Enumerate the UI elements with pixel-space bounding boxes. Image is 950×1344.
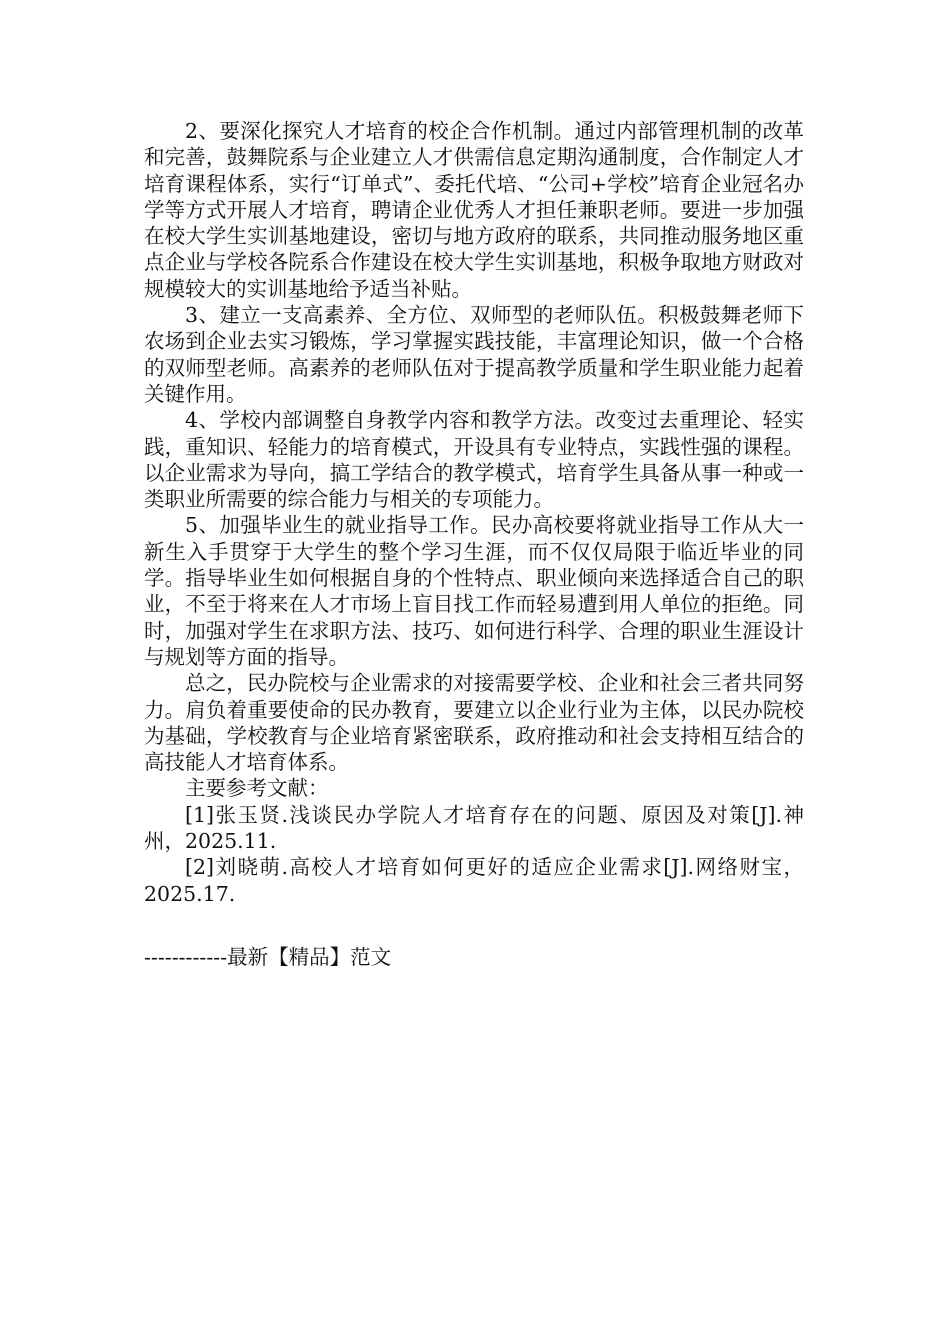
references-heading: 主要参考文献：: [185, 776, 329, 801]
paragraph-employment-guidance: 5、加强毕业生的就业指导工作。民办高校要将就业指导工作从大一新生入手贯穿于大学生的整个学习生涯，而不仅仅局限于临近毕业的同学。指导毕业生如何根据自身的个性特点、职业倾向来选择适合自己的职业，不至于将来在人才市场上盲目找工作而轻易遭到用人单位的拒绝。同时，加强对学生在求职方法、技巧、如何进行科学、合理的职业生涯设计与规划等方面的指导。: [144, 513, 804, 669]
paragraph-teacher-team: 3、建立一支高素养、全方位、双师型的老师队伍。积极鼓舞老师下农场到企业去实习锻炼，学习掌握实践技能，丰富理论知识，做一个合格的双师型老师。高素养的老师队伍对于提高教学质量和学生职业能力起着关键作用。: [144, 303, 804, 406]
paragraph-conclusion: 总之，民办院校与企业需求的对接需要学校、企业和社会三者共同努力。肩负着重要使命的民办教育，要建立以企业行业为主体，以民办院校为基础，学校教育与企业培育紧密联系，政府推动和社会支持相互结合的高技能人才培育体系。: [144, 671, 804, 775]
document-body: [144, 118, 804, 907]
paragraph-teaching-adjustment: 4、学校内部调整自身教学内容和教学方法。改变过去重理论、轻实践，重知识、轻能力的培育模式，开设具有专业特点，实践性强的课程。以企业需求为导向，搞工学结合的教学模式，培育学生具备从事一种或一类职业所需要的综合能力与相关的专项能力。: [144, 408, 804, 512]
footer-text: ------------最新【精品】范文: [144, 945, 392, 969]
reference-item-1: [1]张玉贤.浅谈民办学院人才培育存在的问题、原因及对策[J].神州，2025.11.: [144, 802, 804, 854]
paragraph-school-enterprise-cooperation: 2、要深化探究人才培育的校企合作机制。通过内部管理机制的改革和完善，鼓舞院系与企业建立人才供需信息定期沟通制度，合作制定人才培育课程体系，实行“订单式”、委托代培、“公司+学校”培育企业冠名办学等方式开展人才培育，聘请企业优秀人才担任兼职老师。要进一步加强在校大学生实训基地建设，密切与地方政府的联系，共同推动服务地区重点企业与学校各院系合作建设在校大学生实训基地，积极争取地方财政对规模较大的实训基地给予适当补贴。: [144, 119, 804, 301]
reference-item-2: [2]刘晓萌.高校人才培育如何更好的适应企业需求[J].网络财宝，2025.17.: [144, 855, 804, 906]
